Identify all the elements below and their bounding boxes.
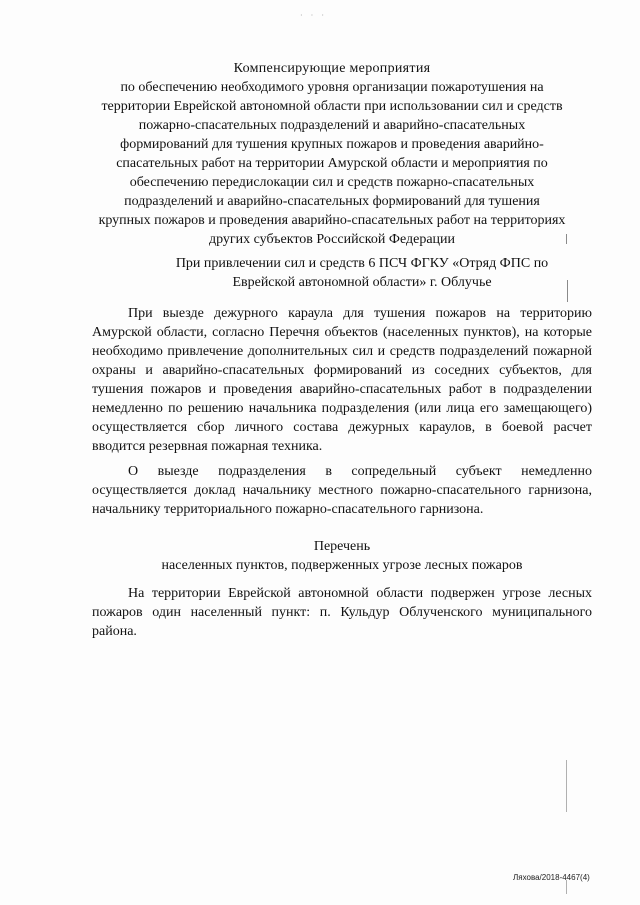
paragraph-settlement-list: На территории Еврейской автономной области подвержен угрозе лесных пожаров один населенный пункт: п. Кульдур Облученского муниципального района. bbox=[92, 586, 592, 639]
scan-artifact-line bbox=[566, 234, 567, 244]
subsection-line: При привлечении сил и средств 6 ПСЧ ФГКУ «Отряд ФПС по bbox=[175, 256, 549, 271]
scan-artifact-mark: · · · bbox=[300, 11, 327, 20]
title-line: пожарно-спасательных подразделений и аварийно-спасательных bbox=[138, 118, 526, 133]
title-line: формирований для тушения крупных пожаров и проведения аварийно- bbox=[120, 137, 544, 152]
subsection-heading bbox=[152, 254, 572, 292]
document-title bbox=[82, 59, 582, 249]
scan-artifact-line bbox=[566, 760, 567, 812]
list-heading bbox=[92, 537, 592, 575]
list-heading-subtitle: населенных пунктов, подверженных угрозе лесных пожаров bbox=[161, 558, 523, 573]
title-line: подразделений и аварийно-спасательных формирований для тушения bbox=[124, 194, 540, 209]
title-line: спасательных работ на территории Амурской области и мероприятия по bbox=[116, 156, 548, 171]
title-line: других субъектов Российской Федерации bbox=[208, 232, 456, 247]
title-line: по обеспечению необходимого уровня организации пожаротушения на bbox=[120, 80, 544, 95]
title-line: крупных пожаров и проведения аварийно-спасательных работ на территориях bbox=[98, 213, 566, 228]
paragraph-assembly-procedure: При выезде дежурного караула для тушения пожаров на территорию Амурской области, согласно Перечня объектов (населенных пунктов), на которые необходимо привлечение дополнительных сил и средств подразделений пожарной охраны и аварийно-спасательных формирований из соседних субъектов, для тушения пожаров и проведения аварийно-спасательных работ в подразделении немедленно по решению начальника подразделения (или лица его замещающего) осуществляется сбор личного состава дежурных караулов, в боевой расчет вводится резервная пожарная техника. bbox=[92, 306, 592, 454]
title-line: территории Еврейской автономной области при использовании сил и средств bbox=[101, 99, 563, 114]
subsection-line: Еврейской автономной области» г. Облучье bbox=[232, 275, 492, 290]
list-heading-title: Перечень bbox=[313, 539, 371, 554]
title-line: обеспечению передислокации сил и средств пожарно-спасательных bbox=[129, 175, 535, 190]
paragraph-report-procedure: О выезде подразделения в сопредельный субъект немедленно осуществляется доклад начальнику местного пожарно-спасательного гарнизона, начальнику территориального пожарно-спасательного гарнизона. bbox=[92, 464, 592, 517]
document-reference-code: Ляхова/2018-4467(4) bbox=[513, 873, 590, 882]
title-heading: Компенсирующие мероприятия bbox=[233, 61, 431, 76]
scan-artifact-line bbox=[567, 280, 568, 302]
